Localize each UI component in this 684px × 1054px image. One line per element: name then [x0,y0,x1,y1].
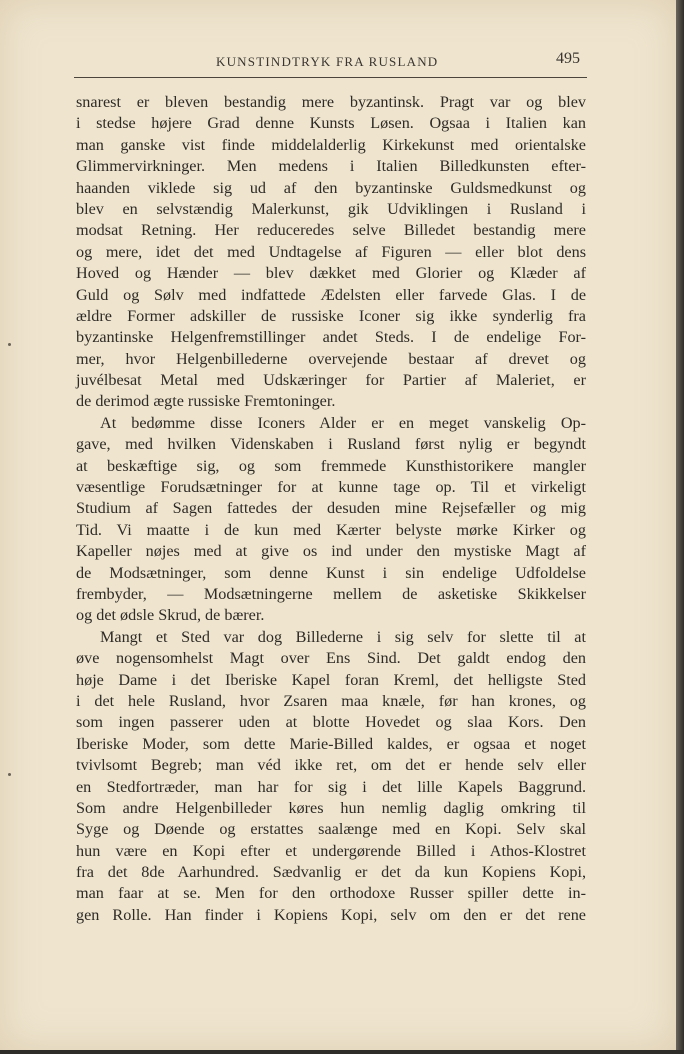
text-line: Hoved og Hænder — blev dækket med Glorier og Klæder af [76,264,586,283]
text-line: hun være en Kopi efter et undergørende Billed i Athos-Klostret [76,841,586,860]
text-line: ældre Former adskiller de russiske Iconer sig ikke synderlig fra [76,306,586,325]
text-line: øve nogensomhelst Magt over Ens Sind. Det galdt endog den [76,649,586,668]
text-line: frembyder, — Modsætningerne mellem de asketiske Skikkelser [76,584,586,603]
text-line: tvivlsomt Begreb; man véd ikke ret, om det er hende selv eller [76,756,586,775]
page-edge-right [676,0,684,1054]
text-line: at beskæftige sig, og som fremmede Kunsthistorikere mangler [76,456,586,475]
text-line: man ganske vist finde middelalderlig Kirkekunst med orientalske [76,135,586,154]
text-line: Guld og Sølv med indfattede Ædelsten eller farvede Glas. I de [76,285,586,304]
page-edge-bottom [0,1050,684,1054]
text-line: gen Rolle. Han finder i Kopiens Kopi, selv om den er det rene [76,905,586,924]
text-line: en Stedfortræder, man har for sig i det lille Kapels Baggrund. [76,777,586,796]
text-line: i stedse højere Grad denne Kunsts Løsen. Ogsaa i Italien kan [76,114,586,133]
text-line: Kapeller nøjes med at give os ind under den mystiske Magt af [76,542,586,561]
body-text [76,92,586,926]
text-line: At bedømme disse Iconers Alder er en meget vanskelig Op- [100,413,586,432]
text-line: i det hele Rusland, hvor Zsaren maa knæle, før han krones, og [76,691,586,710]
text-line: mer, hvor Helgenbillederne overvejende bestaar af drevet og [76,349,586,368]
text-line: og det ødsle Skrud, de bærer. [76,606,265,625]
text-line: og mere, idet det med Undtagelse af Figuren — eller blot dens [76,242,586,261]
text-line: byzantinske Helgenfremstillinger andet Steds. I de endelige For- [76,328,586,347]
margin-speck [8,773,11,776]
text-line: Mangt et Sted var dog Billederne i sig selv for slette til at [100,627,586,646]
text-line: de derimod ægte russiske Fremtoninger. [76,392,336,411]
text-line: Som andre Helgenbilleder køres hun nemlig daglig omkring til [76,798,586,817]
text-line: haanden viklede sig ud af den byzantinske Guldsmedkunst og [76,178,586,197]
text-line: væsentlige Forudsætninger for at kunne tage op. Til et virkeligt [76,478,586,497]
margin-speck [8,343,11,346]
text-line: Studium af Sagen fattedes der desuden mine Rejsefæller og mig [76,499,586,518]
header-rule [74,77,587,78]
page-header [76,50,586,72]
text-line: Iberiske Moder, som dette Marie-Billed kaldes, er ogsaa et noget [76,734,586,753]
text-line: blev en selvstændig Malerkunst, gik Udviklingen i Rusland i [76,199,586,218]
page-number: 495 [556,50,580,67]
text-line: gave, med hvilken Videnskaben i Rusland først nylig er begyndt [76,435,586,454]
text-line: de Modsætninger, som denne Kunst i sin endelige Udfoldelse [76,563,586,582]
text-line: høje Dame i det Iberiske Kapel foran Kreml, det helligste Sted [76,670,586,689]
text-line: man faar at se. Men for den orthodoxe Russer spiller dette in- [76,884,586,903]
text-line: snarest er bleven bestandig mere byzantinsk. Pragt var og blev [76,93,586,111]
text-line: Glimmervirkninger. Men medens i Italien Billedkunsten efter- [76,157,586,176]
text-line: Tid. Vi maatte i de kun med Kærter belyste mørke Kirker og [76,520,586,539]
running-head: KUNSTINDTRYK FRA RUSLAND [216,54,439,69]
text-line: Syge og Døende og erstattes saalænge med en Kopi. Selv skal [76,820,586,839]
text-line: fra det 8de Aarhundred. Sædvanlig er det da kun Kopiens Kopi, [76,863,586,882]
text-line: modsat Retning. Her reduceredes selve Billedet bestandig mere [76,221,586,240]
text-line: juvélbesat Metal med Udskæringer for Partier af Maleriet, er [76,371,586,390]
text-line: som ingen passerer uden at blotte Hovedet og slaa Kors. Den [76,713,586,732]
